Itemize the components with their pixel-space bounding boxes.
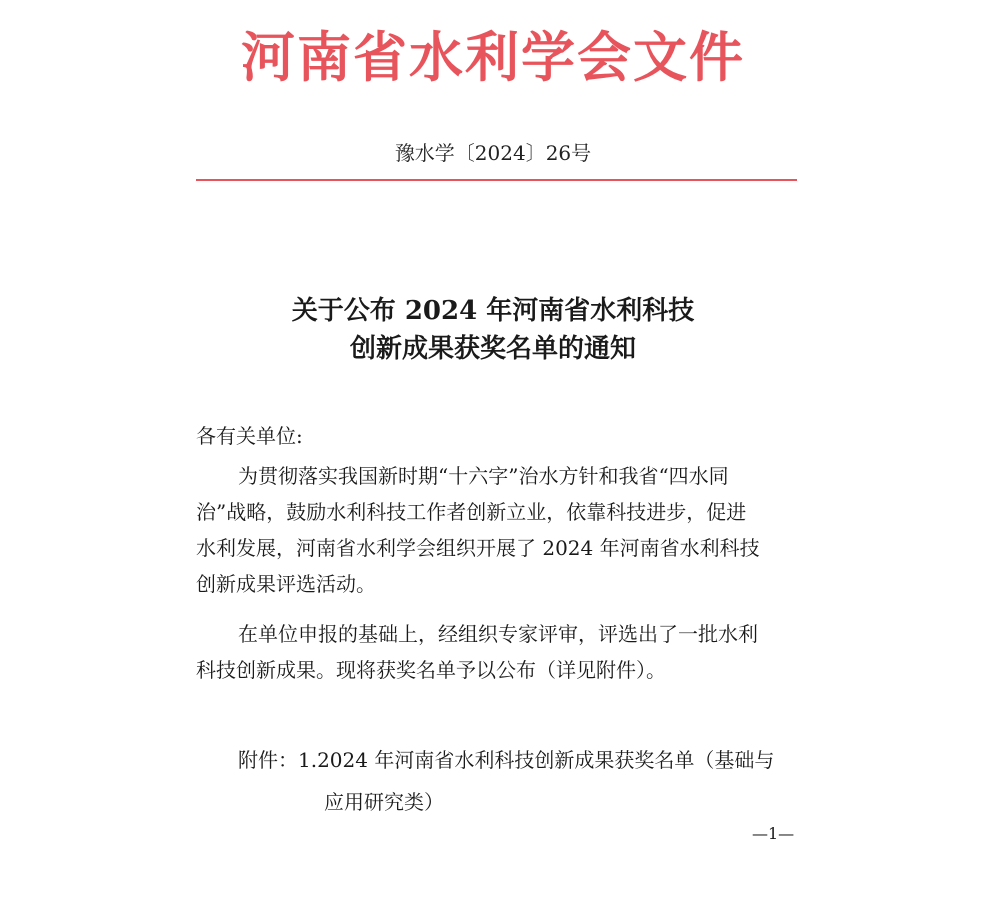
header-red-rule: [196, 179, 797, 181]
attachment-line-1: 附件：1.2024 年河南省水利科技创新成果获奖名单（基础与: [238, 748, 775, 772]
document-number: 豫水学〔2024〕26号: [394, 141, 592, 165]
issuer-header-title: 河南省水利学会文件: [241, 26, 745, 89]
page-number: —1—: [752, 824, 795, 843]
attachment-line-2: 应用研究类）: [324, 790, 444, 814]
paragraph-1: [196, 458, 800, 602]
paragraph-1-line-4: 创新成果评选活动。: [196, 572, 376, 596]
notice-title: [0, 292, 986, 368]
paragraph-1-line-2: 治”战略，鼓励水利科技工作者创新立业，依靠科技进步，促进: [196, 500, 747, 524]
notice-title-line-2: 创新成果获奖名单的通知: [349, 334, 636, 364]
paragraph-2: [196, 616, 800, 688]
paragraph-2-line-1: 在单位申报的基础上，经组织专家评审，评选出了一批水利: [238, 622, 758, 646]
paragraph-2-line-2: 科技创新成果。现将获奖名单予以公布（详见附件）。: [196, 658, 666, 682]
notice-title-line-1: 关于公布 2024 年河南省水利科技: [291, 296, 695, 326]
paragraph-1-line-1: 为贯彻落实我国新时期“十六字”治水方针和我省“四水同: [238, 464, 729, 488]
paragraph-1-line-3: 水利发展，河南省水利学会组织开展了 2024 年河南省水利科技: [196, 536, 760, 560]
salutation: 各有关单位:: [196, 424, 303, 448]
